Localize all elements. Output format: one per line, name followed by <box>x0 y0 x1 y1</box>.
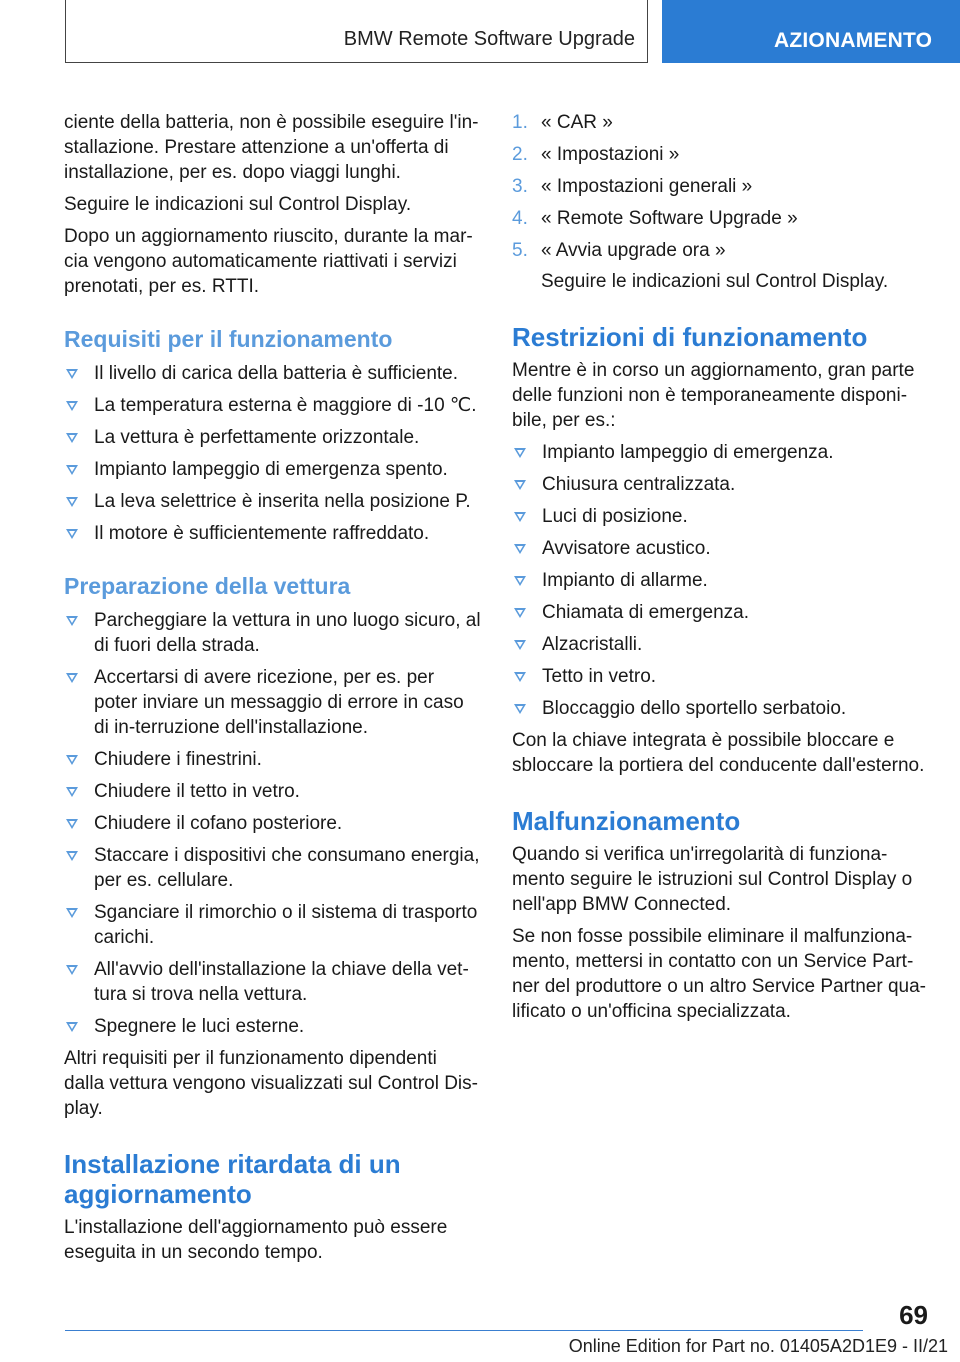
triangle-bullet-icon <box>514 704 526 714</box>
heading-preparazione: Preparazione della vettura <box>64 573 351 599</box>
list-item <box>64 779 482 804</box>
intro-paragraph: ciente della batteria, non è possibile eseguire l'in-stallazione. Prestare attenzione a un'offerta di installazione, per es. dopo viaggi lunghi. <box>64 112 479 183</box>
list-item <box>512 472 930 497</box>
step-item <box>512 206 930 231</box>
step-text: « Remote Software Upgrade » <box>541 208 798 229</box>
triangle-bullet-icon <box>514 512 526 522</box>
footer-divider <box>65 1330 863 1331</box>
list-item <box>64 811 482 836</box>
list-item-text: Sganciare il rimorchio o il sistema di trasporto carichi. <box>94 902 478 948</box>
heading-restrizioni: Restrizioni di funzionamento <box>512 322 868 352</box>
triangle-bullet-icon <box>66 369 78 379</box>
triangle-bullet-icon <box>66 673 78 683</box>
list-item <box>64 1014 482 1039</box>
list-item <box>512 504 930 529</box>
restrizioni-note: Con la chiave integrata è possibile bloccare e sbloccare la portiera del conducente dall'esterno. <box>512 730 925 776</box>
heading-installazione: Installazione ritardata di un aggiornamento <box>64 1149 401 1209</box>
installazione-text: L'installazione dell'aggiornamento può essere eseguita in un secondo tempo. <box>64 1217 448 1263</box>
footer-edition: Online Edition for Part no. 01405A2D1E9 - II/21 <box>568 1336 948 1356</box>
list-item-text: Bloccaggio dello sportello serbatoio. <box>542 698 847 719</box>
page-number: 69 <box>899 1300 928 1330</box>
header-title-box <box>65 0 648 63</box>
list-item <box>64 425 482 450</box>
triangle-bullet-icon <box>66 616 78 626</box>
preparazione-list <box>64 608 482 1039</box>
restrizioni-intro: Mentre è in corso un aggiornamento, gran parte delle funzioni non è temporaneamente disponi-bile, per es.: <box>512 360 915 431</box>
step-item <box>512 110 930 135</box>
list-item-text: Chiamata di emergenza. <box>542 602 749 623</box>
list-item <box>512 536 930 561</box>
heading-requisiti: Requisiti per il funzionamento <box>64 326 393 352</box>
step-item <box>512 238 930 263</box>
intro-paragraph: Seguire le indicazioni sul Control Display. <box>64 194 412 215</box>
right-column <box>512 110 930 1031</box>
list-item <box>64 665 482 740</box>
list-item-text: Luci di posizione. <box>542 506 688 527</box>
list-item <box>512 600 930 625</box>
step-number: 1. <box>512 112 528 133</box>
step-text: « Avvia upgrade ora » <box>541 240 726 261</box>
triangle-bullet-icon <box>66 908 78 918</box>
list-item-text: Avvisatore acustico. <box>542 538 711 559</box>
triangle-bullet-icon <box>66 851 78 861</box>
step-text: « CAR » <box>541 112 613 133</box>
list-item <box>512 632 930 657</box>
list-item <box>512 696 930 721</box>
triangle-bullet-icon <box>514 608 526 618</box>
list-item <box>64 843 482 893</box>
triangle-bullet-icon <box>66 401 78 411</box>
step-item <box>512 142 930 167</box>
triangle-bullet-icon <box>66 787 78 797</box>
malfunzionamento-text: Quando si verifica un'irregolarità di funziona-mento seguire le istruzioni sul Control Display o nell'app BMW Connected. <box>512 844 913 915</box>
list-item-text: All'avvio dell'installazione la chiave della vet-tura si trova nella vettura. <box>94 959 469 1005</box>
list-item-text: La vettura è perfettamente orizzontale. <box>94 427 420 448</box>
list-item-text: Impianto lampeggio di emergenza. <box>542 442 834 463</box>
header-title: BMW Remote Software Upgrade <box>343 28 635 50</box>
triangle-bullet-icon <box>66 529 78 539</box>
list-item <box>64 900 482 950</box>
heading-malfunzionamento: Malfunzionamento <box>512 806 741 836</box>
list-item <box>64 747 482 772</box>
list-item <box>64 957 482 1007</box>
triangle-bullet-icon <box>514 640 526 650</box>
list-item-text: Spegnere le luci esterne. <box>94 1016 305 1037</box>
list-item-text: Staccare i dispositivi che consumano energia, per es. cellulare. <box>94 845 480 891</box>
list-item-text: Impianto di allarme. <box>542 570 708 591</box>
intro-paragraph: Dopo un aggiornamento riuscito, durante la mar-cia vengono automaticamente riattivati i servizi prenotati, per es. RTTI. <box>64 226 473 297</box>
list-item <box>64 521 482 546</box>
list-item <box>512 664 930 689</box>
list-item-text: Il motore è sufficientemente raffreddato. <box>94 523 430 544</box>
header-section-tab: AZIONAMENTO <box>662 0 960 63</box>
triangle-bullet-icon <box>514 672 526 682</box>
list-item-text: Parcheggiare la vettura in uno luogo sicuro, al di fuori della strada. <box>94 610 481 656</box>
list-item-text: Tetto in vetro. <box>542 666 657 687</box>
list-item <box>512 440 930 465</box>
triangle-bullet-icon <box>66 497 78 507</box>
step-number: 4. <box>512 208 528 229</box>
requisiti-list <box>64 361 482 546</box>
step-item <box>512 174 930 199</box>
list-item <box>64 608 482 658</box>
list-item <box>512 568 930 593</box>
list-item <box>64 393 482 418</box>
triangle-bullet-icon <box>66 1022 78 1032</box>
left-column <box>64 110 482 1272</box>
triangle-bullet-icon <box>66 819 78 829</box>
step-text: « Impostazioni generali » <box>541 176 753 197</box>
list-item-text: Accertarsi di avere ricezione, per es. per poter inviare un messaggio di errore in caso di in-terruzione dell'installazione. <box>94 667 464 738</box>
triangle-bullet-icon <box>514 576 526 586</box>
list-item <box>64 361 482 386</box>
list-item-text: Chiusura centralizzata. <box>542 474 736 495</box>
preparazione-note: Altri requisiti per il funzionamento dipendenti dalla vettura vengono visualizzati sul Control Dis-play. <box>64 1048 478 1119</box>
list-item <box>64 489 482 514</box>
malfunzionamento-text: Se non fosse possibile eliminare il malfunziona-mento, mettersi in contatto con un Service Part-ner del produttore o un altro Service Partner qua-lificato o un'officina specializzata. <box>512 926 927 1022</box>
step-text: « Impostazioni » <box>541 144 680 165</box>
list-item-text: Chiudere il cofano posteriore. <box>94 813 343 834</box>
triangle-bullet-icon <box>66 465 78 475</box>
step-number: 2. <box>512 144 528 165</box>
list-item-text: Chiudere il tetto in vetro. <box>94 781 300 802</box>
step-number: 3. <box>512 176 528 197</box>
list-item-text: Chiudere i finestrini. <box>94 749 262 770</box>
list-item-text: La leva selettrice è inserita nella posizione P. <box>94 491 471 512</box>
list-item-text: Alzacristalli. <box>542 634 643 655</box>
triangle-bullet-icon <box>66 965 78 975</box>
list-item-text: Il livello di carica della batteria è sufficiente. <box>94 363 459 384</box>
triangle-bullet-icon <box>514 448 526 458</box>
restrizioni-list <box>512 440 930 721</box>
list-item-text: Impianto lampeggio di emergenza spento. <box>94 459 448 480</box>
step-note: Seguire le indicazioni sul Control Display. <box>541 271 889 292</box>
step-number: 5. <box>512 240 528 261</box>
triangle-bullet-icon <box>514 480 526 490</box>
triangle-bullet-icon <box>514 544 526 554</box>
triangle-bullet-icon <box>66 433 78 443</box>
list-item-text: La temperatura esterna è maggiore di -10 ℃. <box>94 395 477 416</box>
triangle-bullet-icon <box>66 755 78 765</box>
steps-list <box>512 110 930 263</box>
list-item <box>64 457 482 482</box>
